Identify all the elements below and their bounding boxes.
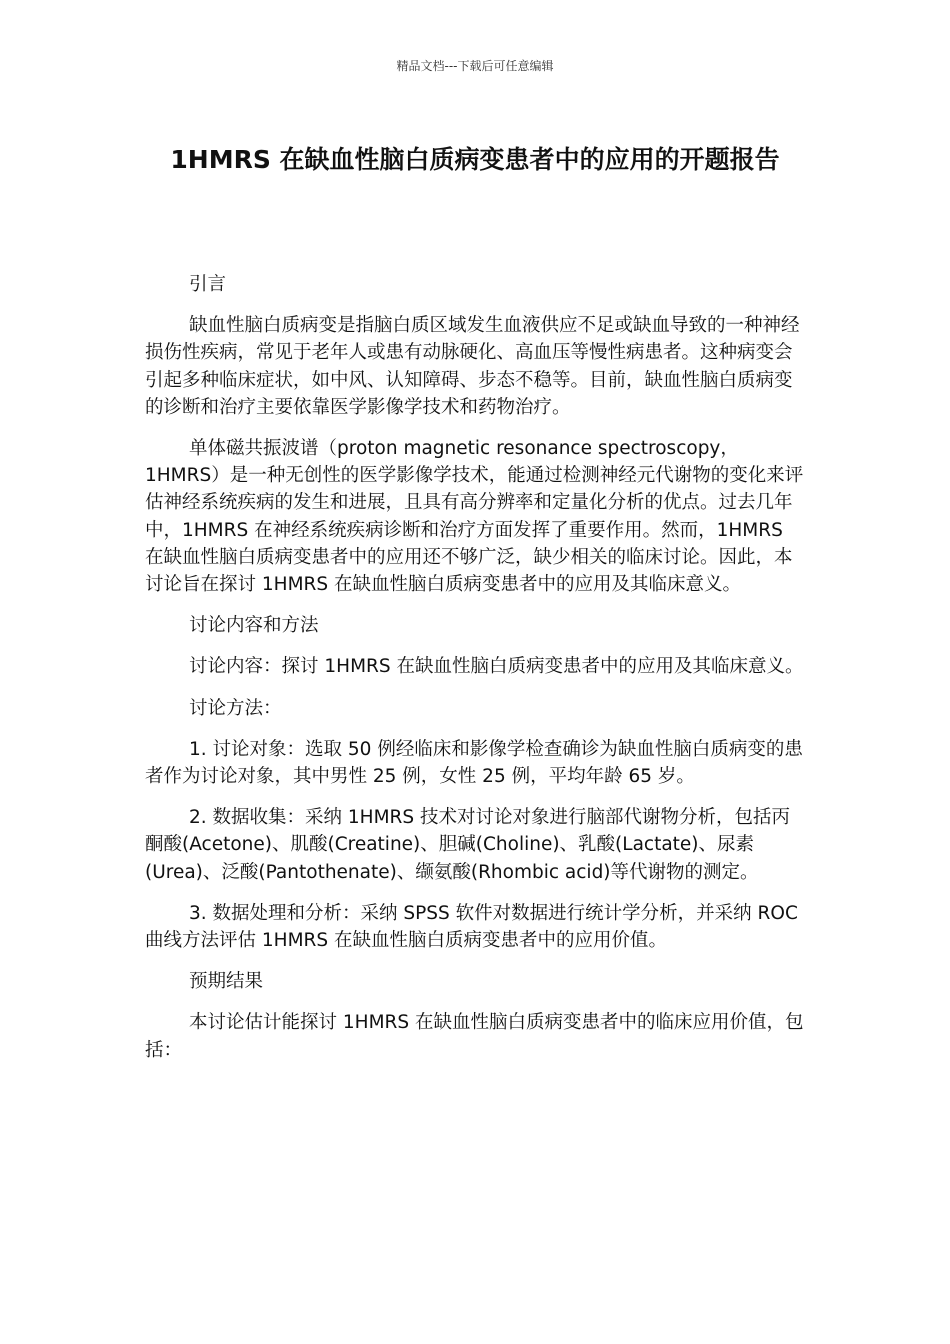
paragraph-methods-label: 讨论方法：	[189, 697, 282, 719]
list-item-data-analysis: 3. 数据处理和分析：采纳 SPSS 软件对数据进行统计学分析，并采纳 ROC 曲线方法评估 1HMRS 在缺血性脑白质病变患者中的应用价值。	[145, 902, 798, 952]
document-title: 1HMRS 在缺血性脑白质病变患者中的应用的开题报告	[170, 145, 780, 174]
paragraph-content: 讨论内容：探讨 1HMRS 在缺血性脑白质病变患者中的应用及其临床意义。	[189, 656, 804, 678]
paragraph-1hmrs-overview: 单体磁共振波谱（proton magnetic resonance spectroscopy，1HMRS）是一种无创性的医学影像学技术，能通过检测神经元代谢物的变化来评估神经系统疾病的发生和进展，且具有高分辨率和定量化分析的优点。过去几年中，1HMRS 在神经系统疾病诊断和治疗方面发挥了重要作用。然而，1HMRS 在缺血性脑白质病变患者中的应用还不够广泛，缺少相关的临床讨论。因此，本讨论旨在探讨 1HMRS 在缺血性脑白质病变患者中的应用及其临床意义。	[145, 438, 804, 596]
section-heading-expected-results: 预期结果	[189, 971, 264, 993]
list-item-subjects: 1. 讨论对象：选取 50 例经临床和影像学检查确诊为缺血性脑白质病变的患者作为讨论对象，其中男性 25 例，女性 25 例，平均年龄 65 岁。	[145, 738, 803, 788]
section-heading-content-methods: 讨论内容和方法	[189, 615, 319, 637]
paragraph-background: 缺血性脑白质病变是指脑白质区域发生血液供应不足或缺血导致的一种神经损伤性疾病，常见于老年人或患有动脉硬化、高血压等慢性病患者。这种病变会引起多种临床症状，如中风、认知障碍、步态不稳等。目前，缺血性脑白质病变的诊断和治疗主要依靠医学影像学技术和药物治疗。	[145, 315, 800, 418]
list-item-data-collection: 2. 数据收集：采纳 1HMRS 技术对讨论对象进行脑部代谢物分析，包括丙酮酸(Acetone)、肌酸(Creatine)、胆碱(Choline)、乳酸(Lactate)、尿素(Urea)、泛酸(Pantothenate)、缬氨酸(Rhombic acid)等代谢物的测定。	[145, 807, 791, 883]
section-heading-introduction: 引言	[189, 274, 227, 295]
document-body	[145, 271, 805, 1078]
header-note: 精品文档---下载后可任意编辑	[396, 59, 554, 73]
paragraph-expected-results: 本讨论估计能探讨 1HMRS 在缺血性脑白质病变患者中的临床应用价值，包括：	[145, 1012, 804, 1061]
